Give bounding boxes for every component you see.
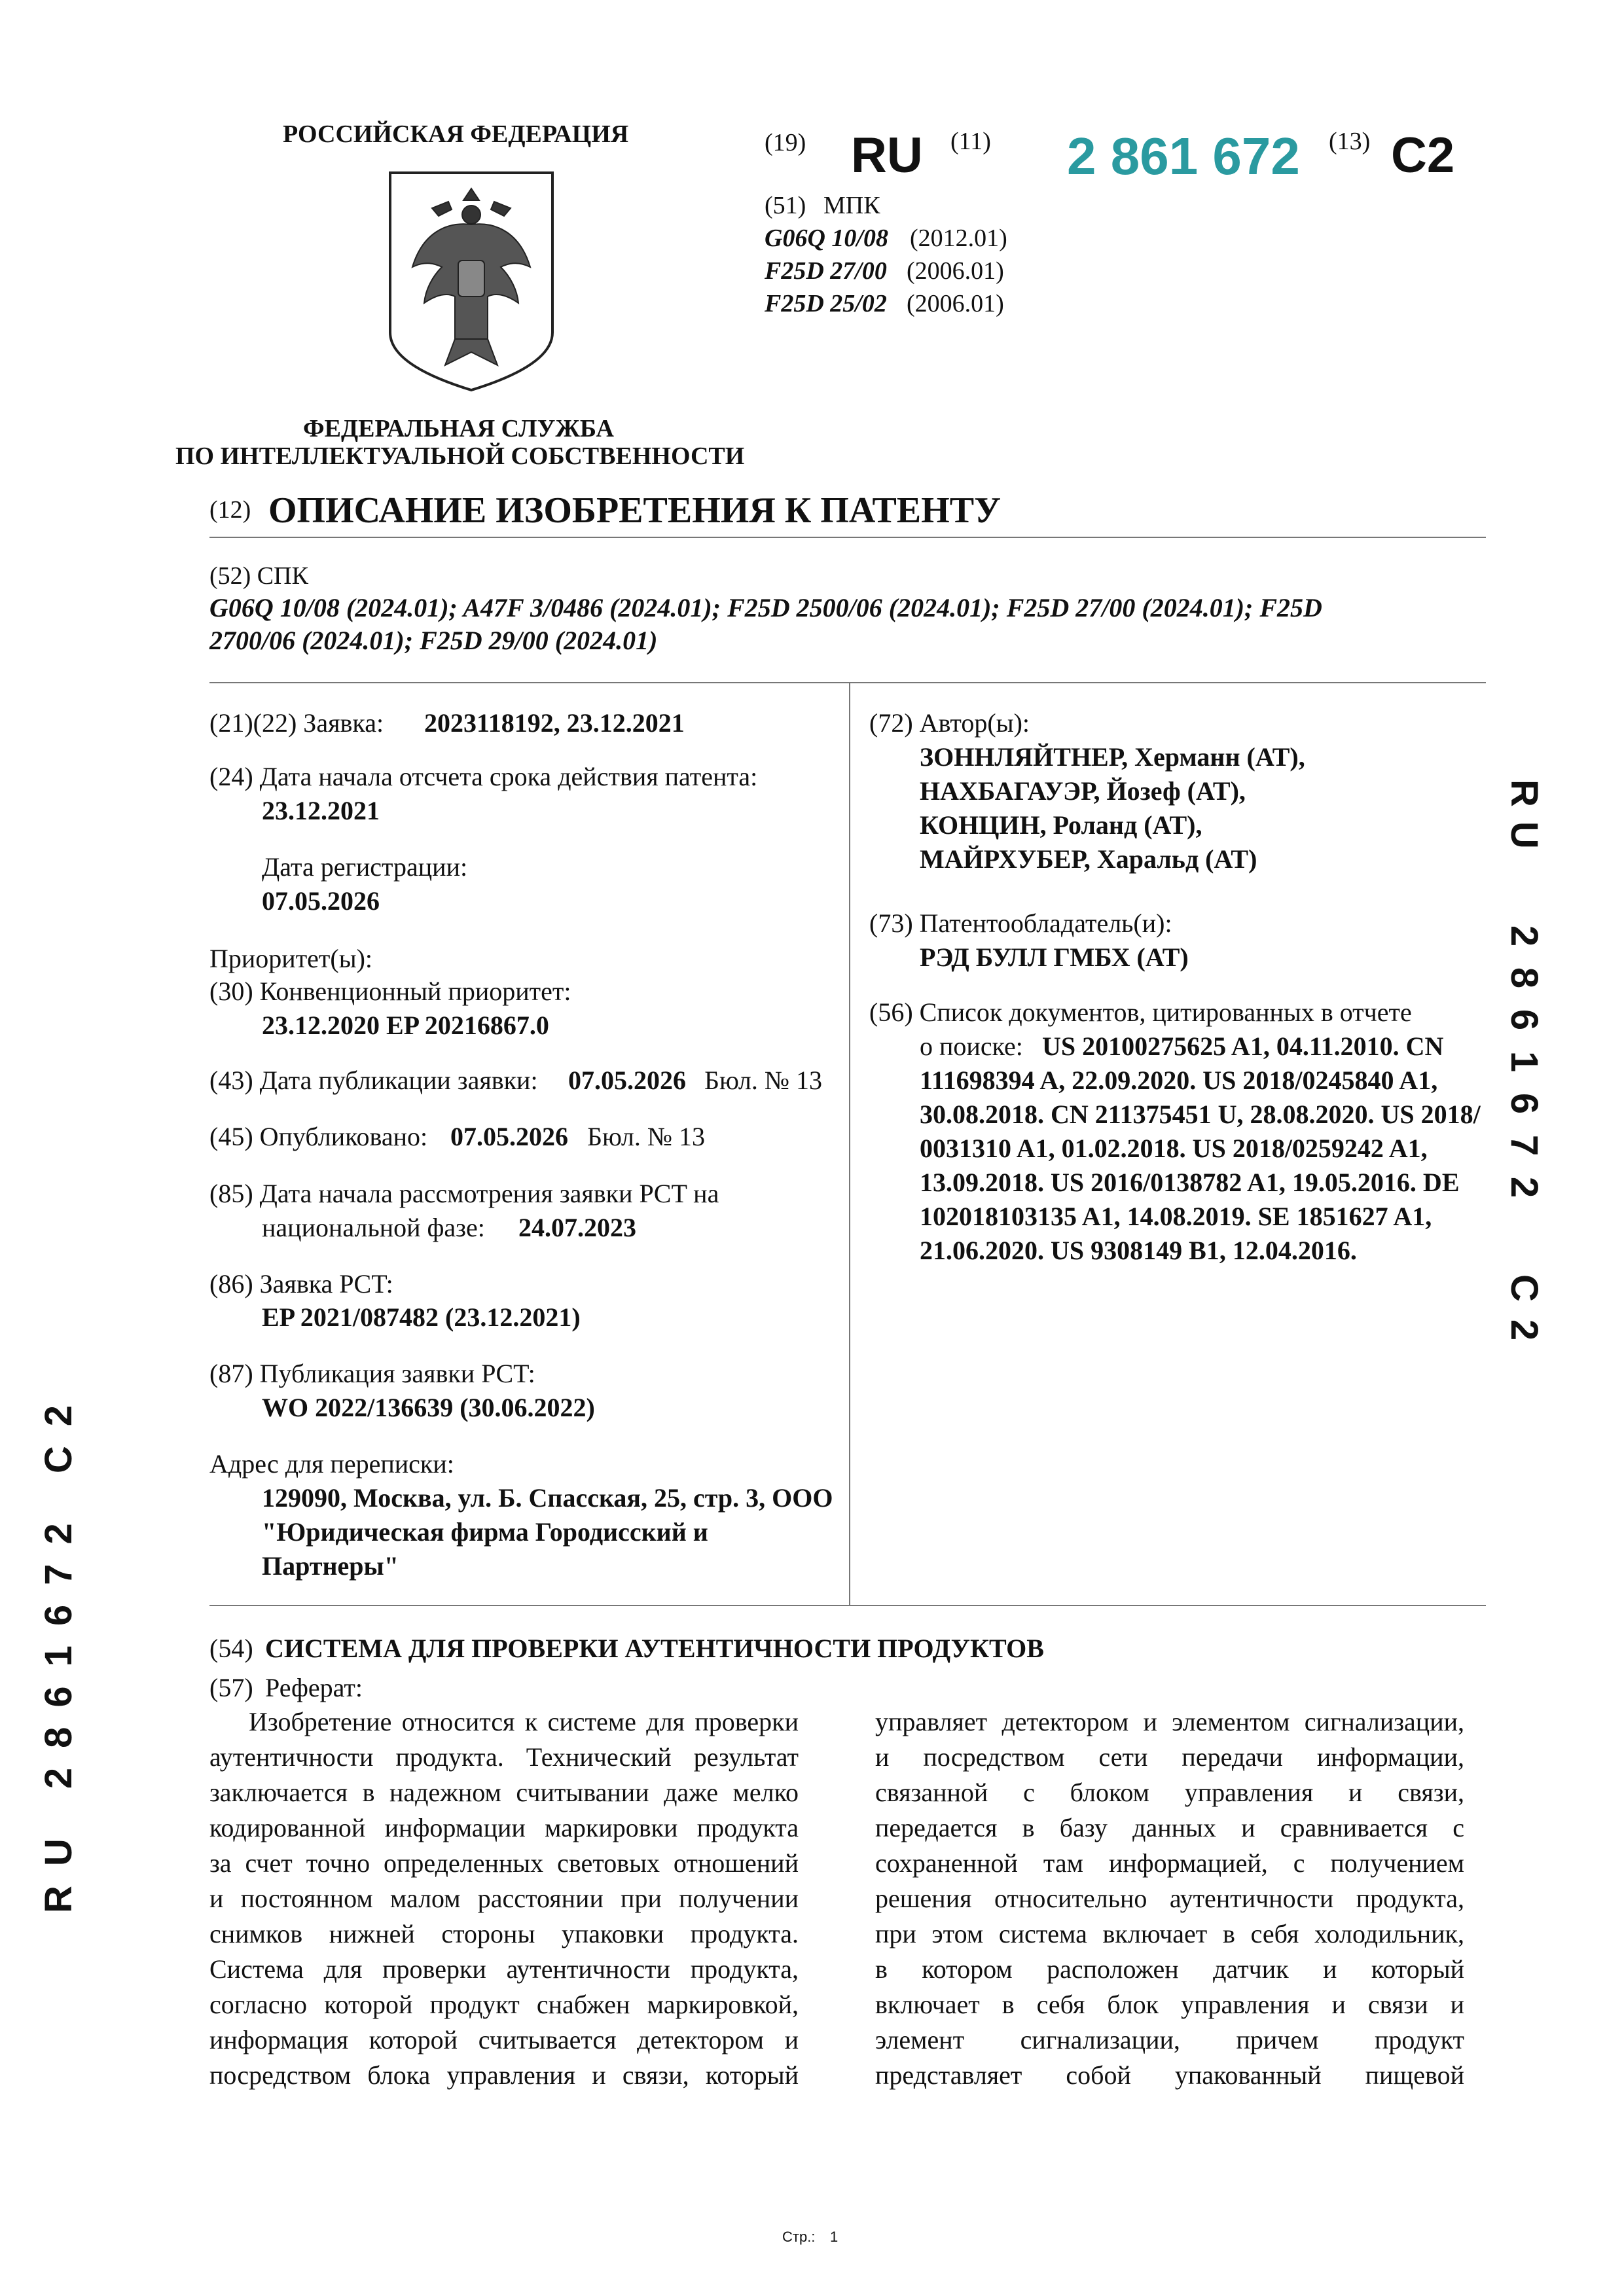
document-title: ОПИСАНИЕ ИЗОБРЕТЕНИЯ К ПАТЕНТУ <box>268 490 1001 531</box>
citation-line: 102018103135 A1, 14.08.2019. SE 1851627 A1, <box>920 1202 1432 1231</box>
margin-char: R <box>1503 780 1545 807</box>
margin-char: U <box>1503 821 1545 849</box>
abstract-line: представляет собой упакованный пищевой <box>875 2060 1464 2090</box>
page-number: 1 <box>830 2229 839 2245</box>
abstract-line: согласно которой продукт снабжен маркировкой, <box>209 1990 799 2019</box>
author: КОНЦИН, Роланд (AT), <box>920 810 1202 840</box>
priority-label: Приоритет(ы): <box>209 944 373 973</box>
citation-line: 13.09.2018. US 2016/0138782 A1, 19.05.2016. DE <box>920 1168 1460 1197</box>
f85-value: 24.07.2023 <box>518 1213 636 1242</box>
abstract-line: информация которой считывается детектором и <box>209 2025 799 2054</box>
f86-value: EP 2021/087482 (23.12.2021) <box>262 1302 581 1332</box>
f45-bulletin: Бюл. № 13 <box>587 1122 705 1151</box>
abstract-line: Изобретение относится к системе для проверки <box>249 1707 799 1736</box>
margin-char: 6 <box>1503 1009 1545 1031</box>
abstract-line: элемент сигнализации, причем продукт <box>875 2025 1464 2054</box>
margin-char: 2 <box>1503 1319 1545 1341</box>
f56-label-1: (56) Список документов, цитированных в отчете <box>869 997 1412 1027</box>
author: ЗОННЛЯЙТНЕР, Херманн (AT), <box>920 742 1305 772</box>
invention-title: СИСТЕМА ДЛЯ ПРОВЕРКИ АУТЕНТИЧНОСТИ ПРОДУКТОВ <box>265 1634 1044 1663</box>
author: МАЙРХУБЕР, Харальд (AT) <box>920 844 1257 874</box>
application-label: (21)(22) Заявка: <box>209 708 384 738</box>
kind-code: C2 <box>1391 128 1455 183</box>
patent-number: 2 861 672 <box>1067 127 1300 185</box>
right-margin-number <box>1503 772 1558 1351</box>
f24-value: 23.12.2021 <box>262 796 380 825</box>
abstract-label: Реферат: <box>265 1673 363 1702</box>
column-divider <box>849 682 850 1605</box>
address-line-2: "Юридическая фирма Городисский и <box>262 1517 708 1547</box>
left-margin-number: RU 2861672 C2 <box>37 1386 80 1913</box>
registration-value: 07.05.2026 <box>262 886 380 916</box>
spk-line-2: 2700/06 (2024.01); F25D 29/00 (2024.01) <box>209 626 658 655</box>
abstract-line: и постоянном малом расстоянии при получении <box>209 1884 799 1913</box>
rule-top <box>209 537 1486 538</box>
f87-label: (87) Публикация заявки PCT: <box>209 1359 535 1388</box>
margin-char: 6 <box>1503 1092 1545 1115</box>
abstract-line: кодированной информации маркировки продукта <box>209 1813 799 1842</box>
abstract-line: при этом система включает в себя холодильник, <box>875 1919 1464 1948</box>
citation-line: 111698394 A, 22.09.2020. US 2018/0245840 A1, <box>920 1066 1438 1095</box>
f43-value: 07.05.2026 <box>568 1066 686 1095</box>
mpk-label: МПК <box>823 192 880 219</box>
abstract-column-2 <box>875 1704 1464 2093</box>
margin-char: 1 <box>1503 1050 1545 1073</box>
abstract-line: решения относительно аутентичности продукта, <box>875 1884 1464 1913</box>
margin-char: C <box>1503 1274 1545 1302</box>
f45-value: 07.05.2026 <box>450 1122 568 1151</box>
citation-line: US 20100275625 A1, 04.11.2010. CN <box>1042 1031 1444 1061</box>
abstract-line: Система для проверки аутентичности продукта, <box>209 1954 799 1984</box>
patent-owner: РЭД БУЛЛ ГМБХ (AT) <box>920 942 1189 972</box>
margin-char: 8 <box>1503 967 1545 989</box>
ipc-code: G06Q 10/08 <box>765 224 888 252</box>
right-margin-chars <box>1503 772 1558 1351</box>
abstract-line: и посредством сети передачи информации, <box>875 1742 1464 1772</box>
f43-label: (43) Дата публикации заявки: <box>209 1066 538 1095</box>
abstract-line: передается в базу данных и сравнивается с <box>875 1813 1464 1842</box>
code-13: (13) <box>1329 128 1371 155</box>
f43-bulletin: Бюл. № 13 <box>704 1066 822 1095</box>
page-label: Стр.: <box>782 2229 816 2245</box>
f87-value: WO 2022/136639 (30.06.2022) <box>262 1393 595 1422</box>
margin-gap <box>1506 856 1545 915</box>
abstract-line: заключается в надежном считывании даже мелко <box>209 1778 799 1807</box>
country-code: RU <box>851 128 923 183</box>
ipc-date: (2006.01) <box>907 257 1004 285</box>
abstract-line: управляет детектором и элементом сигнализации, <box>875 1707 1464 1736</box>
f72-label: (72) Автор(ы): <box>869 708 1030 738</box>
f45-label: (45) Опубликовано: <box>209 1122 428 1151</box>
margin-gap <box>1506 1208 1545 1267</box>
abstract-line: включает в себя блок управления и связи и <box>875 1990 1464 2019</box>
abstract-line: снимков нижней стороны упаковки продукта. <box>209 1919 799 1948</box>
f85-label-2: национальной фазе: <box>262 1213 485 1242</box>
citation-line: 0031310 A1, 01.02.2018. US 2018/0259242 A1, <box>920 1134 1428 1163</box>
address-line-3: Партнеры" <box>262 1551 399 1581</box>
margin-char: 2 <box>1503 925 1545 947</box>
f85-label-1: (85) Дата начала рассмотрения заявки PCT на <box>209 1179 719 1208</box>
abstract-line: посредством блока управления и связи, который <box>209 2060 799 2090</box>
agency-line-1: ФЕДЕРАЛЬНАЯ СЛУЖБА <box>303 415 614 442</box>
citation-line: 21.06.2020. US 9308149 B1, 12.04.2016. <box>920 1236 1357 1265</box>
abstract-line: за счет точно определенных световых отношений <box>209 1848 799 1878</box>
ipc-date: (2006.01) <box>907 290 1004 317</box>
abstract-line: связанной с блоком управления и связи, <box>875 1778 1464 1807</box>
abstract-line: сохраненной там информацией, с получением <box>875 1848 1464 1878</box>
country-name: РОССИЙСКАЯ ФЕДЕРАЦИЯ <box>283 120 629 148</box>
rule-mid <box>209 682 1486 683</box>
ipc-date: (2012.01) <box>910 224 1007 252</box>
code-19: (19) <box>765 129 806 156</box>
coat-of-arms-emblem <box>386 169 556 395</box>
rule-bottom <box>209 1605 1486 1606</box>
margin-char: 2 <box>1503 1176 1545 1198</box>
code-57: (57) <box>209 1673 253 1702</box>
application-value: 2023118192, 23.12.2021 <box>424 708 685 738</box>
author: НАХБАГАУЭР, Йозеф (AT), <box>920 776 1246 806</box>
f30-label: (30) Конвенционный приоритет: <box>209 977 571 1006</box>
code-51: (51) <box>765 192 806 219</box>
registration-label: Дата регистрации: <box>262 852 468 882</box>
address-line-1: 129090, Москва, ул. Б. Спасская, 25, стр. 3, ООО <box>262 1483 833 1513</box>
citation-line: 30.08.2018. CN 211375451 U, 28.08.2020. US 2018/ <box>920 1100 1481 1129</box>
f30-value: 23.12.2020 EP 20216867.0 <box>262 1011 549 1040</box>
margin-char: 7 <box>1503 1134 1545 1157</box>
abstract-line: в котором расположен датчик и который <box>875 1954 1464 1984</box>
address-label: Адрес для переписки: <box>209 1449 454 1479</box>
f86-label: (86) Заявка PCT: <box>209 1269 393 1299</box>
ipc-code: F25D 25/02 <box>765 290 887 317</box>
code-11: (11) <box>950 128 991 155</box>
abstract-line: аутентичности продукта. Технический результат <box>209 1742 799 1772</box>
abstract-column-1 <box>209 1704 799 2093</box>
spk-line-1: G06Q 10/08 (2024.01); A47F 3/0486 (2024.01); F25D 2500/06 (2024.01); F25D 27/00 (2024.01); F25D <box>209 593 1322 622</box>
ipc-code: F25D 27/00 <box>765 257 887 285</box>
spk-label: (52) СПК <box>209 562 308 590</box>
f56-label-2: о поиске: <box>920 1031 1023 1061</box>
code-12: (12) <box>209 496 251 524</box>
f24-label: (24) Дата начала отсчета срока действия патента: <box>209 762 758 791</box>
code-54: (54) <box>209 1634 253 1663</box>
f73-label: (73) Патентообладатель(и): <box>869 908 1172 938</box>
agency-line-2: ПО ИНТЕЛЛЕКТУАЛЬНОЙ СОБСТВЕННОСТИ <box>175 442 745 470</box>
